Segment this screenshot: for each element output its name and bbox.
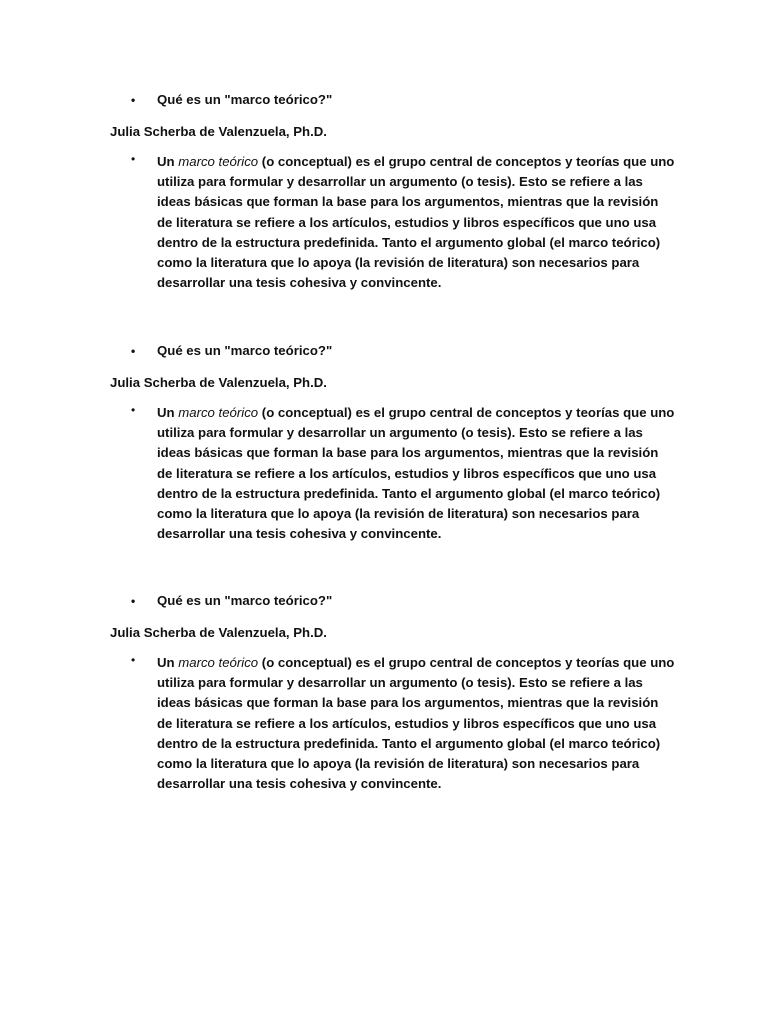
question-text: Qué es un "marco teórico?" — [157, 343, 333, 358]
bullet-icon: • — [131, 344, 136, 358]
question-text: Qué es un "marco teórico?" — [157, 92, 333, 107]
paragraph-term: marco teórico — [178, 405, 259, 420]
paragraph-term: marco teórico — [178, 154, 259, 169]
paragraph-rest: (o conceptual) es el grupo central de conceptos y teorías que uno utiliza para formular y desarrollar un argumento (o tesis). Esto se refiere a las ideas básicas que forman la base para los argumentos, mientras que la revisión de literatura se refiere a los artículos, estudios y libros específicos que uno usa dentro de la estructura predefinida. Tanto el argumento global (el marco teórico) como la literatura que lo apoya (la revisión de literatura) son necesarios para desarrollar una tesis cohesiva y convincente. — [157, 154, 675, 291]
paragraph-rest: (o conceptual) es el grupo central de conceptos y teorías que uno utiliza para formular y desarrollar un argumento (o tesis). Esto se refiere a las ideas básicas que forman la base para los argumentos, mientras que la revisión de literatura se refiere a los artículos, estudios y libros específicos que uno usa dentro de la estructura predefinida. Tanto el argumento global (el marco teórico) como la literatura que lo apoya (la revisión de literatura) son necesarios para desarrollar una tesis cohesiva y convincente. — [157, 405, 675, 542]
author-line: Julia Scherba de Valenzuela, Ph.D. — [110, 124, 327, 139]
definition-paragraph — [157, 653, 677, 794]
paragraph-lead: Un — [157, 655, 179, 670]
bullet-icon: • — [131, 653, 136, 667]
paragraph-lead: Un — [157, 405, 179, 420]
author-line: Julia Scherba de Valenzuela, Ph.D. — [110, 375, 327, 390]
definition-paragraph — [157, 403, 677, 544]
definition-paragraph — [157, 152, 677, 293]
paragraph-term: marco teórico — [178, 655, 259, 670]
bullet-icon: • — [131, 594, 136, 608]
paragraph-lead: Un — [157, 154, 179, 169]
author-line: Julia Scherba de Valenzuela, Ph.D. — [110, 625, 327, 640]
bullet-icon: • — [131, 403, 136, 417]
question-text: Qué es un "marco teórico?" — [157, 593, 333, 608]
bullet-icon: • — [131, 152, 136, 166]
bullet-icon: • — [131, 93, 136, 107]
paragraph-rest: (o conceptual) es el grupo central de conceptos y teorías que uno utiliza para formular y desarrollar un argumento (o tesis). Esto se refiere a las ideas básicas que forman la base para los argumentos, mientras que la revisión de literatura se refiere a los artículos, estudios y libros específicos que uno usa dentro de la estructura predefinida. Tanto el argumento global (el marco teórico) como la literatura que lo apoya (la revisión de literatura) son necesarios para desarrollar una tesis cohesiva y convincente. — [157, 655, 675, 792]
